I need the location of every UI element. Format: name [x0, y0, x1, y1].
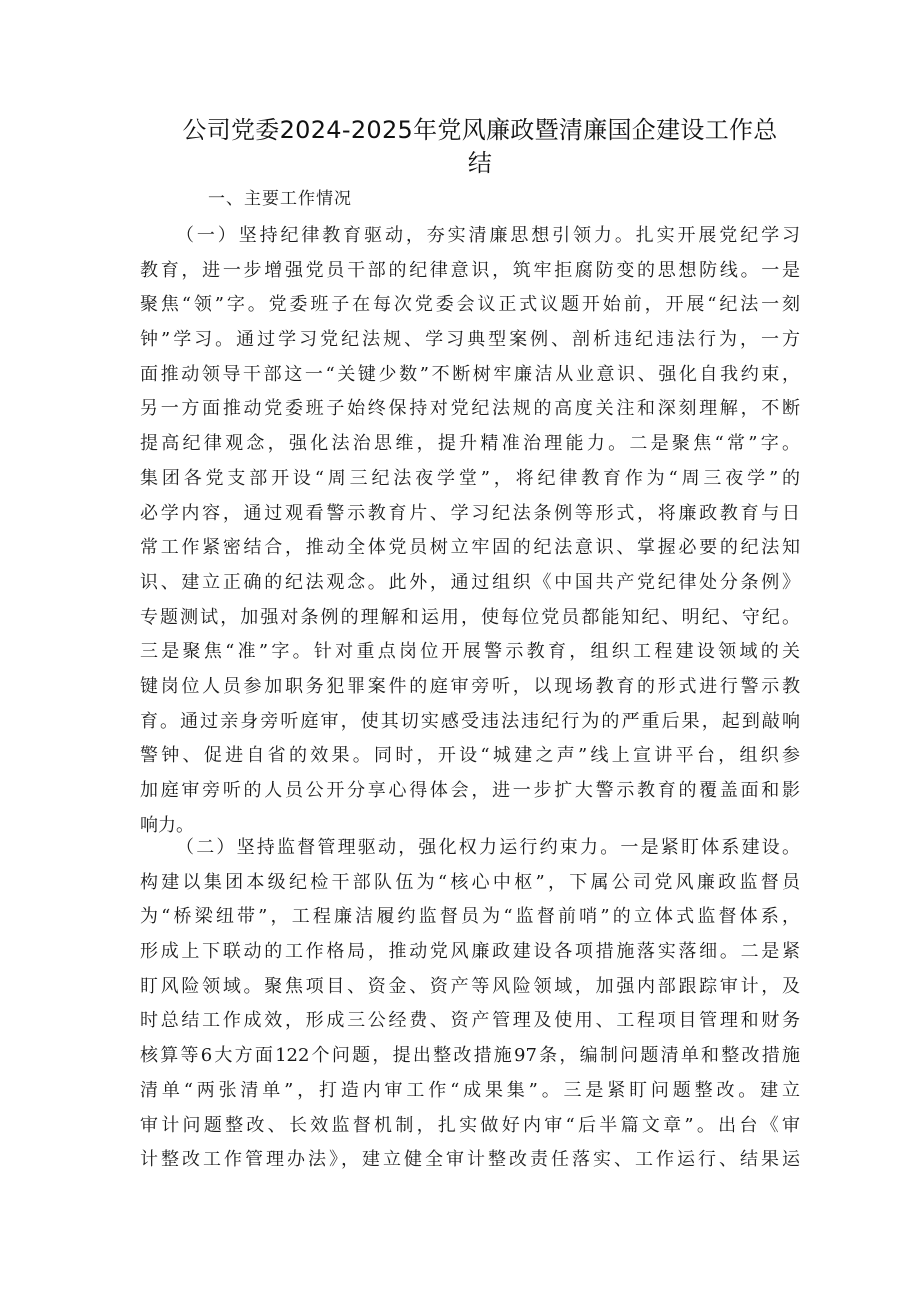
- text-line: 加庭审旁听的人员公开分享心得体会，进一步扩大警示教育的覆盖面和影: [140, 780, 800, 801]
- text-line: 计整改工作管理办法》，建立健全审计整改责任落实、工作运行、结果运: [140, 1149, 800, 1171]
- text-line: 盯风险领域。聚焦项目、资金、资产等风险领域，加强内部跟踪审计，及: [140, 975, 800, 997]
- text-line: 键岗位人员参加职务犯罪案件的庭审旁听，以现场教育的形式进行警示教: [140, 675, 800, 697]
- text-line: 另一方面推动党委班子始终保持对党纪法规的高度关注和深刻理解，不断: [140, 398, 800, 420]
- title-line: 公司党委2024-2025年党风廉政暨清廉国企建设工作总: [182, 116, 778, 144]
- text-line: 聚焦“领”字。党委班子在每次党委会议正式议题开始前，开展“纪法一刻: [140, 294, 800, 316]
- text-line: 为“桥梁纽带”，工程廉洁履约监督员为“监督前哨”的立体式监督体系，: [140, 906, 800, 928]
- text-line: 清单“两张清单”，打造内审工作“成果集”。三是紧盯问题整改。建立: [140, 1079, 800, 1101]
- title-line: 结: [467, 149, 493, 177]
- text-line: 教育，进一步增强党员干部的纪律意识，筑牢拒腐防变的思想防线。一是: [140, 259, 800, 281]
- text-line: （一）坚持纪律教育驱动，夯实清廉思想引领力。扎实开展党纪学习: [176, 225, 800, 246]
- text-line: 必学内容，通过观看警示教育片、学习纪法条例等形式，将廉政教育与日: [140, 502, 800, 524]
- text-line: 提高纪律观念，强化法治思维，提升精准治理能力。二是聚焦“常”字。: [140, 433, 800, 455]
- text-line: 审计问题整改、长效监督机制，扎实做好内审“后半篇文章”。出台《审: [140, 1114, 800, 1136]
- text-line: 钟”学习。通过学习党纪法规、学习典型案例、剖析违纪违法行为，一方: [140, 329, 800, 351]
- document-title: [140, 114, 820, 180]
- text-line: 专题测试，加强对条例的理解和运用，使每位党员都能知纪、明纪、守纪。: [140, 606, 800, 628]
- text-line: 响力。: [140, 814, 194, 836]
- text-line: 集团各党支部开设“周三纪法夜学堂”，将纪律教育作为“周三夜学”的: [140, 467, 800, 489]
- text-line: 警钟、促进自省的效果。同时，开设“城建之声”线上宣讲平台，组织参: [140, 745, 800, 767]
- section-heading: 一、主要工作情况: [208, 189, 352, 209]
- text-line: 识、建立正确的纪法观念。此外，通过组织《中国共产党纪律处分条例》: [140, 571, 800, 593]
- text-line: 时总结工作成效，形成三公经费、资产管理及使用、工程项目管理和财务: [140, 1010, 800, 1032]
- text-line: 构建以集团本级纪检干部队伍为“核心中枢”，下属公司党风廉政监督员: [140, 871, 800, 893]
- text-line: 常工作紧密结合，推动全体党员树立牢固的纪法意识、掌握必要的纪法知: [140, 537, 800, 559]
- text-line: 育。通过亲身旁听庭审，使其切实感受违法违纪行为的严重后果，起到敲响: [140, 710, 800, 732]
- text-line: 核算等6大方面122个问题，提出整改措施97条，编制问题清单和整改措施: [140, 1045, 800, 1067]
- text-line: 面推动领导干部这一“关键少数”不断树牢廉洁从业意识、强化自我约束，: [140, 363, 800, 385]
- paragraph-discipline-education: [140, 219, 800, 843]
- text-line: 形成上下联动的工作格局，推动党风廉政建设各项措施落实落细。二是紧: [140, 941, 800, 963]
- text-line: 三是聚焦“准”字。针对重点岗位开展警示教育，组织工程建设领域的关: [140, 641, 800, 663]
- paragraph-supervision-management: [140, 831, 800, 1178]
- text-line: （二）坚持监督管理驱动，强化权力运行约束力。一是紧盯体系建设。: [176, 837, 800, 858]
